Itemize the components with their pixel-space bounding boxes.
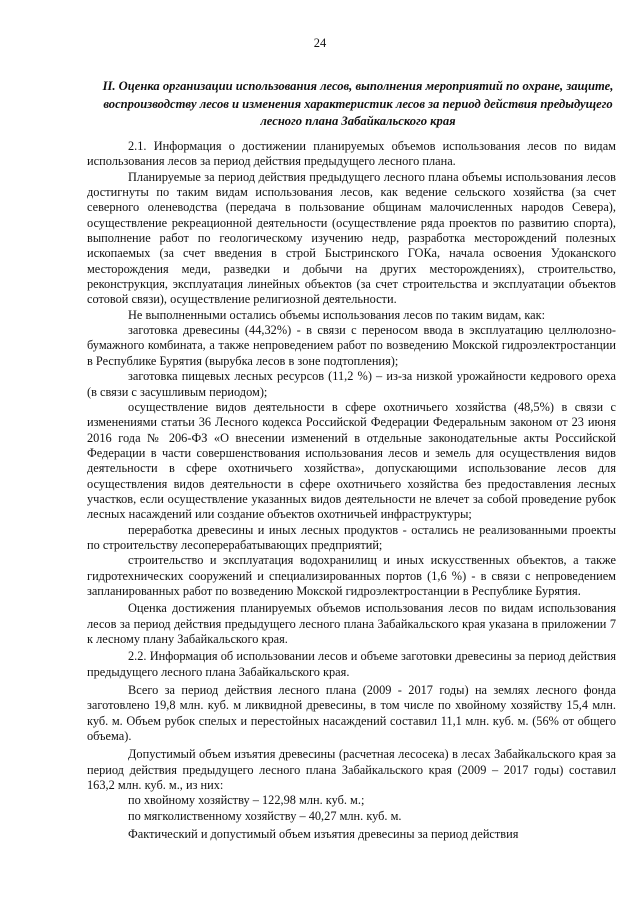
list-item-reservoirs: строительство и эксплуатация водохранилищ и иных искусственных объектов, а также гидротехнических сооружений и специализированных портов (1,6 %) - в связи с непроведением запланированных работ по возведению Мокской гидроэлектростанции в Республике Бурятия.: [87, 553, 616, 598]
paragraph-allowable-cut: Допустимый объем изъятия древесины (расчетная лесосека) в лесах Забайкальского края за период действия предыдущего лесного плана Забайкальского края (2009 – 2017 годы) составил 163,2 млн. куб. м., из них:: [87, 747, 616, 793]
document-body: [87, 139, 616, 842]
list-item-timber-harvesting: заготовка древесины (44,32%) - в связи с переносом ввода в эксплуатацию целлюлозно-бумажного комбината, а также непроведением работ по возведению Мокской гидроэлектростанции в Республике Бурятия (вырубка лесов в зоне подтопления);: [87, 323, 616, 368]
paragraph-total-harvest: Всего за период действия лесного плана (2009 - 2017 годы) на землях лесного фонда заготовлено 19,8 млн. куб. м ликвидной древесины, в том числе по хвойному хозяйству 15,4 млн. куб. м. Объем рубок спелых и перестойных насаждений составил 11,1 млн. куб. м. (56% от общего объема).: [87, 683, 616, 744]
page-number: 24: [313, 36, 327, 50]
paragraph-actual-vs-allowable: Фактический и допустимый объем изъятия древесины за период действия: [128, 827, 519, 842]
list-item-hunting: осуществление видов деятельности в сфере охотничьего хозяйства (48,5%) в связи с изменениями статьи 36 Лесного кодекса Российской Федерации Федеральным законом от 23 июня 2016 года № 206-ФЗ «О внесении изменений в отдельные законодательные акты Российской Федерации в части совершенствования использования лесов и земель для осуществления видов деятельности в сфере охотничьего хозяйства», допускающими использование лесов для осуществления видов деятельности в сфере охотничьего хозяйства без предоставления лесных участков, если осуществление указанных видов деятельности не влечет за собой проведение рубок лесных насаждений или создание объектов охотничьей инфраструктуры;: [87, 399, 616, 522]
list-item-wood-processing: переработка древесины и иных лесных продуктов - остались не реализованными проекты по строительству лесоперерабатывающих предприятий;: [87, 522, 616, 552]
paragraph-unfulfilled-intro: Не выполненными остались объемы использования лесов по таким видам, как:: [128, 307, 546, 322]
list-item-coniferous: по хвойному хозяйству – 122,98 млн. куб. м.;: [128, 793, 365, 808]
paragraph-2-2-title: 2.2. Информация об использовании лесов и объеме заготовки древесины за период действия предыдущего лесного плана Забайкальского края.: [87, 649, 616, 679]
paragraph-2-1-title: 2.1. Информация о достижении планируемых объемов использования лесов по видам использования лесов за период действия предыдущего лесного плана.: [87, 139, 616, 169]
list-item-softwood-deciduous: по мягколиственному хозяйству – 40,27 млн. куб. м.: [128, 808, 402, 823]
paragraph-appendix-reference: Оценка достижения планируемых объемов использования лесов по видам использования лесов за период действия предыдущего лесного плана Забайкальского края указана в приложении 7 к лесному плану Забайкальского края.: [87, 601, 616, 646]
section-heading: II. Оценка организации использования лесов, выполнения мероприятий по охране, защите, воспроизводству лесов и изменения характеристик лесов за период действия предыдущего лесного плана Забайкальского края: [102, 79, 614, 128]
list-item-food-resources: заготовка пищевых лесных ресурсов (11,2 %) – из-за низкой урожайности кедрового ореха (в связи с засушливым периодом);: [87, 369, 616, 399]
paragraph-achieved-volumes: Планируемые за период действия предыдущего лесного плана объемы использования лесов достигнуты по таким видам использования лесов, как ведение сельского хозяйства (за счет северного оленеводства (передача в пользование общинам малочисленных народов Севера), осуществление рекреационной деятельности (осуществление ряда проектов по развитию спорта), выполнение работ по геологическому изучению недр, разработка месторождений полезных ископаемых (за счет введения в строй Быстринского ГОКа, начала освоения Удоканского месторождения меди, разведки и добычи на других месторождениях), строительство, реконструкция, эксплуатация линейных объектов (за счет строительства и эксплуатации объектов сотовой связи), осуществление религиозной деятельности.: [87, 169, 616, 307]
